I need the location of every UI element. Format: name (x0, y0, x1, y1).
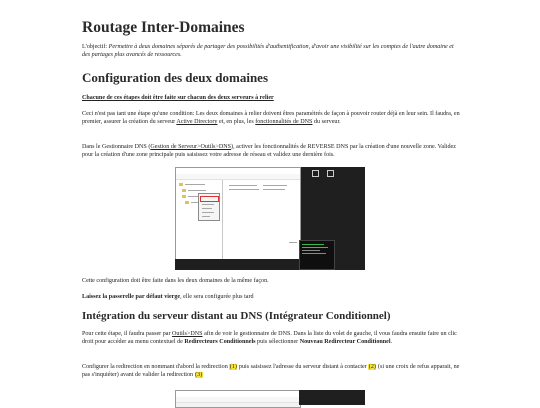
paragraph-dns-tools (82, 330, 460, 347)
context-menu-item[interactable] (202, 204, 214, 205)
link-active-directory[interactable]: Active Directory (176, 119, 218, 126)
marker-3: (3) (195, 372, 203, 379)
window-icon (312, 170, 319, 177)
text-run: puis sélectionner (255, 339, 300, 346)
terminal-line (302, 244, 324, 245)
text-run: puis saisissez l'adresse du serveur distant à contacter (237, 364, 369, 370)
text-run: et, en plus, les (217, 119, 256, 126)
folder-icon (182, 189, 186, 192)
screenshot-conditional-forwarder (175, 390, 365, 405)
section-config-title: Configuration des deux domaines (82, 70, 268, 85)
gateway-rest: , elle sera configurée plus tard (180, 294, 254, 300)
window-menubar (176, 397, 300, 403)
folder-icon (179, 183, 183, 186)
gateway-bold: Laissez la passerelle par défaut vierge (82, 294, 181, 300)
text-run: du serveur. (312, 119, 341, 126)
text-run: Dans le Gestionnaire DNS ( (82, 144, 151, 150)
marker-2: (2) (368, 364, 376, 370)
context-menu-item[interactable] (202, 212, 214, 213)
terminal-window (299, 240, 335, 270)
dns-content-panel (223, 180, 300, 260)
tree-item (188, 190, 206, 191)
conditional-forwarders-label: Redirecteurs Conditionnels (184, 339, 256, 346)
content-row (229, 189, 259, 190)
link-dns-features[interactable]: fonctionnalités de DNS (255, 119, 313, 126)
context-menu-item[interactable] (202, 216, 210, 217)
paragraph-redirection (82, 363, 460, 380)
terminal-line (302, 250, 320, 251)
tree-item (185, 184, 205, 185)
text-run: Configurer la redirection en nommant d'abord la redirection (82, 364, 230, 370)
content-row (289, 242, 297, 243)
paragraph-both-domains: Cette configuration doit être faite dans les deux domaines de la même façon. (82, 278, 269, 284)
context-menu (198, 193, 220, 221)
text-run: ), activer les fonctionnalités de REVERSE DNS par la création d'une nouvelle zone. Validez pour la création d'une zone principale puis saisissez votre adresse de réseau et validez une dernière fois. (82, 144, 456, 159)
terminal-line (302, 247, 328, 248)
screenshot-dns-manager (175, 167, 365, 270)
context-menu-item[interactable] (202, 208, 212, 209)
content-row (263, 189, 285, 190)
section-config-note: Chacune de ces étapes doit être faite sur chacun des deux serveurs à relier (82, 95, 274, 101)
folder-icon (182, 195, 186, 198)
link-tools-dns[interactable]: Outils>DNS (172, 331, 203, 337)
text-run: afin de voir le gestionnaire de DNS. Dans la liste du volet de gauche, il vous faudra ensuite faire un clic droit pour accéder au menu contextuel de (82, 331, 457, 346)
terminal-line (302, 253, 326, 254)
link-server-tools-dns[interactable]: Gestion de Serveur>Outils>DNS (150, 144, 232, 150)
page-title: Routage Inter-Domaines (82, 19, 245, 36)
text-run: Pour cette étape, il faudra passer par (82, 331, 173, 337)
objective-text: Permettre à deux domaines séparés de partager des possibilités d'authentification, d'avoir une visibilité sur les comptes de l'autre domaine et des partages plus avancés de ressources. (82, 44, 454, 59)
text-run: (si une croix de refus apparait, ne pas s'inquiéter) avant de valider la redirection (82, 364, 460, 379)
marker-1: (1) (229, 364, 237, 370)
window-icon (327, 170, 334, 177)
paragraph-dns-manager (82, 143, 460, 160)
objective-paragraph (82, 43, 460, 60)
paragraph-condition (82, 110, 460, 127)
section-remote-dns-title: Intégration du serveur distant au DNS (Intégrateur Conditionnel) (82, 310, 391, 322)
dns-manager-window-2 (175, 390, 301, 408)
content-row (229, 185, 257, 186)
text-run: . (390, 339, 393, 346)
new-conditional-forwarder-label: Nouveau Redirecteur Conditionnel (299, 339, 391, 346)
desktop-background (299, 390, 365, 405)
text-run: Ceci n'est pas tant une étape qu'une condition: Les deux domaines à relier doivent êtres paramétrés de façon à pouvoir router déjà en leur sein. Il faudra, en premier, assurer la création du serveur (82, 111, 460, 126)
dns-manager-window (175, 167, 301, 261)
folder-icon (185, 201, 189, 204)
taskbar (175, 259, 299, 270)
objective-label: L'objectif: (82, 44, 108, 50)
content-row (263, 185, 287, 186)
context-menu-selected-item[interactable] (200, 196, 219, 202)
paragraph-gateway (82, 293, 460, 301)
